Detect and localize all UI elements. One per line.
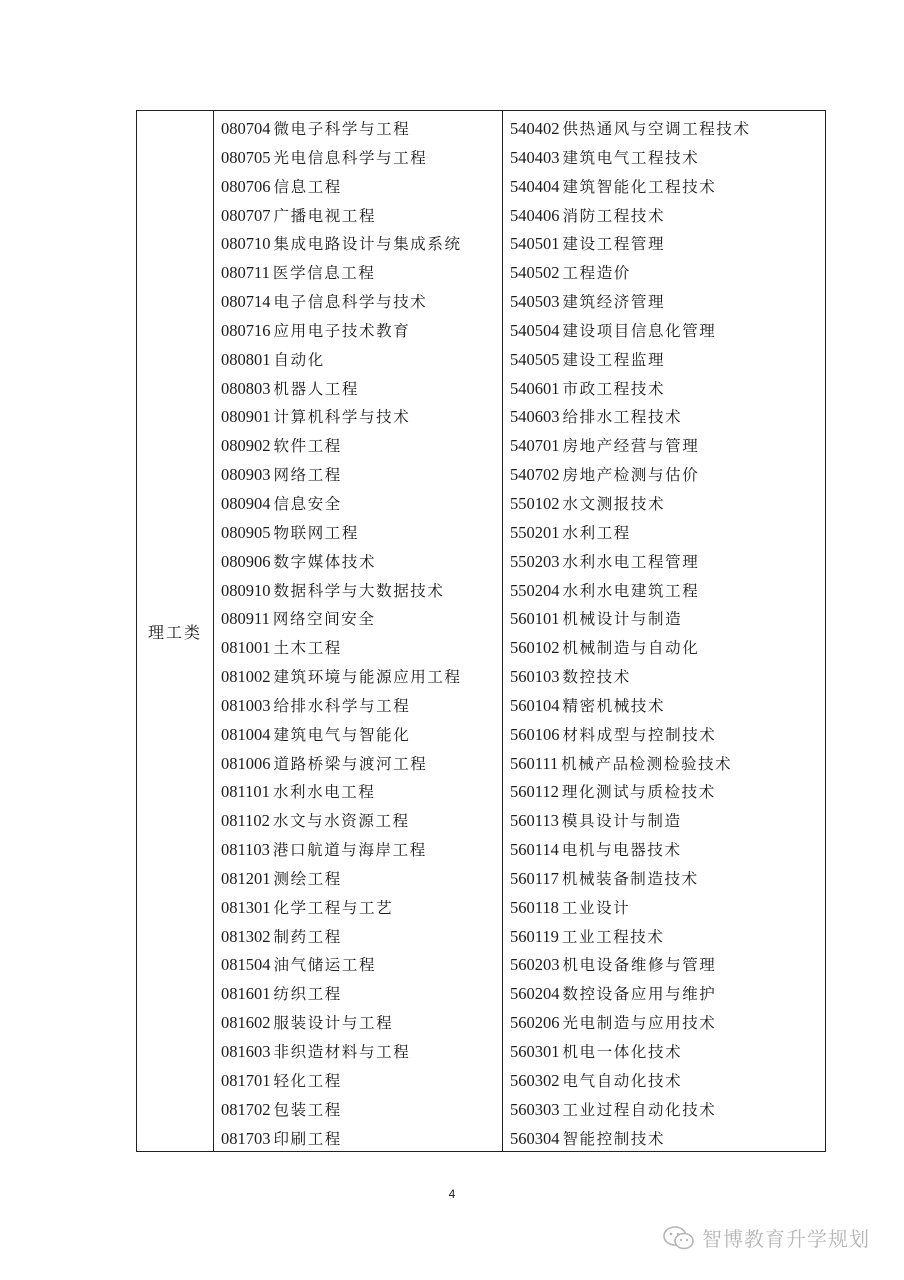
major-name: 模具设计与制造	[561, 812, 682, 831]
major-name: 建筑电气工程技术	[562, 148, 700, 167]
major-row	[221, 346, 502, 375]
major-row	[221, 259, 502, 288]
major-code: 560114	[510, 840, 559, 860]
major-code: 080803	[221, 378, 271, 398]
major-code: 080706	[221, 176, 271, 196]
major-row	[510, 836, 825, 865]
major-code: 081004	[221, 724, 271, 744]
major-code: 081201	[221, 868, 271, 888]
major-name: 工业过程自动化技术	[562, 1100, 717, 1119]
major-code: 081302	[221, 926, 271, 946]
major-code: 540701	[510, 436, 560, 456]
major-code: 560303	[510, 1099, 560, 1119]
major-name: 电气自动化技术	[562, 1071, 683, 1090]
major-name: 材料成型与控制技术	[562, 725, 717, 744]
major-code: 560102	[510, 638, 560, 658]
major-code: 540502	[510, 263, 560, 283]
major-row	[221, 288, 502, 317]
major-code: 560301	[510, 1042, 560, 1061]
major-code: 550203	[510, 551, 560, 571]
major-name: 水利工程	[562, 523, 631, 542]
major-name: 微电子科学与工程	[273, 120, 411, 138]
major-row	[221, 778, 502, 807]
major-code: 080710	[221, 234, 271, 254]
major-name: 网络工程	[273, 466, 342, 485]
major-name: 计算机科学与技术	[273, 408, 411, 427]
major-row	[510, 548, 825, 577]
major-row	[221, 1038, 502, 1067]
vocational-major-column	[503, 111, 825, 1151]
major-name: 光电制造与应用技术	[562, 1014, 717, 1033]
major-code: 560101	[510, 609, 560, 629]
major-name: 物联网工程	[273, 523, 360, 542]
major-name: 建设工程监理	[562, 350, 666, 369]
major-code: 560106	[510, 724, 560, 744]
major-row	[221, 202, 502, 231]
major-row	[221, 375, 502, 404]
major-row	[510, 317, 825, 346]
wechat-icon	[662, 1225, 696, 1251]
major-name: 非织造材料与工程	[273, 1043, 411, 1061]
major-name: 应用电子技术教育	[273, 321, 411, 340]
major-row	[510, 923, 825, 952]
major-row	[221, 721, 502, 750]
major-name: 测绘工程	[273, 869, 342, 888]
major-row	[510, 346, 825, 375]
major-code: 560117	[510, 868, 559, 888]
watermark-text: 智博教育升学规划	[702, 1227, 870, 1251]
major-row	[510, 663, 825, 692]
major-row	[510, 750, 825, 779]
major-code: 081601	[221, 984, 271, 1004]
major-name: 建设工程管理	[562, 235, 666, 254]
major-name: 机械制造与自动化	[562, 639, 700, 658]
major-row	[510, 1125, 825, 1154]
major-name: 建设项目信息化管理	[562, 321, 717, 340]
major-row	[221, 490, 502, 519]
major-code: 560111	[510, 753, 559, 773]
major-code: 080711	[221, 263, 270, 283]
major-name: 港口航道与海岸工程	[272, 841, 427, 860]
major-code: 560104	[510, 695, 560, 715]
major-code: 080904	[221, 493, 271, 513]
major-row	[510, 1009, 825, 1038]
major-row	[221, 980, 502, 1009]
major-row	[510, 807, 825, 836]
major-code: 540504	[510, 320, 560, 340]
major-name: 道路桥梁与渡河工程	[273, 754, 428, 773]
major-code: 540601	[510, 378, 560, 398]
major-name: 给排水科学与工程	[273, 696, 411, 715]
major-code: 560204	[510, 984, 560, 1004]
category-label: 理工类	[147, 622, 202, 642]
page-number: 4	[448, 1187, 456, 1201]
major-code: 540505	[510, 349, 560, 369]
major-name: 给排水工程技术	[562, 408, 683, 427]
major-row	[510, 432, 825, 461]
major-name: 化学工程与工艺	[273, 898, 394, 917]
major-row	[221, 807, 502, 836]
major-row	[221, 548, 502, 577]
major-name: 电机与电器技术	[561, 841, 682, 860]
major-row	[221, 634, 502, 663]
major-name: 建筑环境与能源应用工程	[273, 668, 462, 687]
major-name: 机械装备制造技术	[561, 869, 699, 888]
major-code: 540603	[510, 407, 560, 427]
major-row	[221, 461, 502, 490]
major-name: 医学信息工程	[272, 264, 376, 283]
major-name: 工程造价	[562, 264, 631, 283]
major-code: 081103	[221, 840, 270, 860]
major-row	[221, 692, 502, 721]
major-code: 081006	[221, 753, 271, 773]
major-table	[136, 110, 826, 1152]
major-code: 560113	[510, 811, 559, 831]
major-name: 广播电视工程	[273, 206, 377, 225]
major-name: 集成电路设计与集成系统	[273, 235, 462, 254]
major-name: 纺织工程	[273, 985, 342, 1004]
major-code: 560103	[510, 667, 560, 687]
major-code: 540402	[510, 119, 560, 138]
major-code: 081703	[221, 1128, 271, 1148]
major-code: 081003	[221, 695, 271, 715]
major-code: 081701	[221, 1070, 271, 1090]
major-code: 550201	[510, 522, 560, 542]
major-row	[221, 605, 502, 634]
major-name: 数据科学与大数据技术	[273, 581, 445, 600]
major-row	[221, 115, 502, 144]
major-row	[510, 115, 825, 144]
major-row	[221, 519, 502, 548]
major-name: 工业工程技术	[561, 927, 665, 946]
major-code: 081301	[221, 897, 271, 917]
major-name: 包装工程	[273, 1100, 342, 1119]
major-row	[510, 865, 825, 894]
major-row	[510, 980, 825, 1009]
major-name: 数字媒体技术	[273, 552, 377, 571]
major-row	[221, 144, 502, 173]
major-row	[510, 259, 825, 288]
major-name: 机电设备维修与管理	[562, 956, 717, 975]
major-code: 560118	[510, 897, 559, 917]
major-name: 供热通风与空调工程技术	[562, 120, 751, 138]
major-row	[510, 230, 825, 259]
major-row	[510, 634, 825, 663]
major-row	[510, 721, 825, 750]
major-row	[510, 519, 825, 548]
major-code: 080910	[221, 580, 271, 600]
major-row	[510, 692, 825, 721]
major-name: 房地产经营与管理	[562, 437, 700, 456]
major-code: 081602	[221, 1013, 271, 1033]
major-name: 光电信息科学与工程	[273, 148, 428, 167]
major-row	[510, 461, 825, 490]
major-code: 550204	[510, 580, 560, 600]
major-name: 信息安全	[273, 494, 342, 513]
major-row	[510, 894, 825, 923]
major-row	[510, 144, 825, 173]
major-code: 081101	[221, 782, 270, 802]
major-name: 自动化	[273, 350, 325, 369]
major-code: 540403	[510, 147, 560, 167]
major-row	[510, 403, 825, 432]
major-row	[510, 202, 825, 231]
major-name: 数控技术	[562, 668, 631, 687]
major-name: 消防工程技术	[562, 206, 666, 225]
major-code: 550102	[510, 493, 560, 513]
major-code: 080704	[221, 119, 271, 138]
major-row	[221, 230, 502, 259]
major-row	[510, 951, 825, 980]
major-row	[221, 865, 502, 894]
major-row	[221, 1067, 502, 1096]
major-row	[510, 1096, 825, 1125]
major-row	[510, 375, 825, 404]
major-name: 水文与水资源工程	[272, 812, 410, 831]
major-name: 建筑经济管理	[562, 293, 666, 312]
major-code: 080707	[221, 205, 271, 225]
major-row	[221, 432, 502, 461]
major-name: 智能控制技术	[562, 1129, 666, 1148]
major-code: 560119	[510, 926, 559, 946]
major-row	[510, 173, 825, 202]
major-row	[510, 605, 825, 634]
watermark	[662, 1223, 870, 1252]
major-name: 市政工程技术	[562, 379, 666, 398]
major-code: 560302	[510, 1070, 560, 1090]
major-row	[221, 317, 502, 346]
major-row	[221, 836, 502, 865]
major-code: 560206	[510, 1013, 560, 1033]
major-code: 080716	[221, 320, 271, 340]
major-row	[221, 750, 502, 779]
major-name: 工业设计	[561, 898, 631, 917]
major-code: 080911	[221, 609, 270, 629]
major-row	[221, 951, 502, 980]
major-name: 房地产检测与估价	[562, 466, 700, 485]
major-row	[510, 288, 825, 317]
major-name: 软件工程	[273, 437, 342, 456]
major-code: 081603	[221, 1042, 271, 1061]
major-code: 560203	[510, 955, 560, 975]
major-code: 080705	[221, 147, 271, 167]
undergraduate-major-column	[214, 111, 503, 1151]
major-name: 机器人工程	[273, 379, 360, 398]
major-name: 精密机械技术	[562, 696, 666, 715]
major-row	[221, 577, 502, 606]
major-code: 080906	[221, 551, 271, 571]
major-row	[221, 173, 502, 202]
major-code: 560304	[510, 1128, 560, 1148]
major-code: 080903	[221, 465, 271, 485]
major-row	[510, 490, 825, 519]
major-row	[510, 1067, 825, 1096]
major-row	[221, 1125, 502, 1154]
major-row	[510, 577, 825, 606]
major-code: 540501	[510, 234, 560, 254]
major-name: 信息工程	[273, 177, 342, 196]
major-row	[221, 403, 502, 432]
major-row	[221, 894, 502, 923]
major-name: 水利水电建筑工程	[562, 581, 700, 600]
major-row	[510, 778, 825, 807]
major-name: 机械设计与制造	[562, 610, 683, 629]
major-code: 080714	[221, 292, 271, 312]
major-code: 540702	[510, 465, 560, 485]
major-name: 油气储运工程	[273, 956, 377, 975]
major-row	[221, 923, 502, 952]
major-name: 数控设备应用与维护	[562, 985, 717, 1004]
major-name: 建筑智能化工程技术	[562, 177, 717, 196]
major-code: 540406	[510, 205, 560, 225]
major-name: 服装设计与工程	[273, 1014, 394, 1033]
major-code: 560112	[510, 782, 559, 802]
major-name: 制药工程	[273, 927, 342, 946]
major-code: 080801	[221, 349, 271, 369]
major-code: 081504	[221, 955, 271, 975]
major-code: 080901	[221, 407, 271, 427]
major-name: 水利水电工程管理	[562, 552, 700, 571]
major-name: 机电一体化技术	[562, 1043, 683, 1061]
major-name: 电子信息科学与技术	[273, 293, 428, 312]
major-name: 机械产品检测检验技术	[561, 754, 733, 773]
major-name: 轻化工程	[273, 1071, 342, 1090]
major-code: 080902	[221, 436, 271, 456]
category-cell	[137, 111, 214, 1151]
major-row	[221, 663, 502, 692]
major-name: 建筑电气与智能化	[273, 725, 411, 744]
major-code: 081001	[221, 638, 271, 658]
major-code: 080905	[221, 522, 271, 542]
major-name: 水文测报技术	[562, 494, 666, 513]
major-name: 理化测试与质检技术	[561, 783, 716, 802]
major-code: 081102	[221, 811, 270, 831]
major-row	[510, 1038, 825, 1067]
major-row	[221, 1096, 502, 1125]
major-code: 081002	[221, 667, 271, 687]
major-name: 水利水电工程	[272, 783, 376, 802]
major-name: 网络空间安全	[272, 610, 376, 629]
major-row	[221, 1009, 502, 1038]
major-code: 540404	[510, 176, 560, 196]
major-code: 540503	[510, 292, 560, 312]
major-code: 081702	[221, 1099, 271, 1119]
major-name: 印刷工程	[273, 1129, 342, 1148]
major-name: 土木工程	[273, 639, 342, 658]
